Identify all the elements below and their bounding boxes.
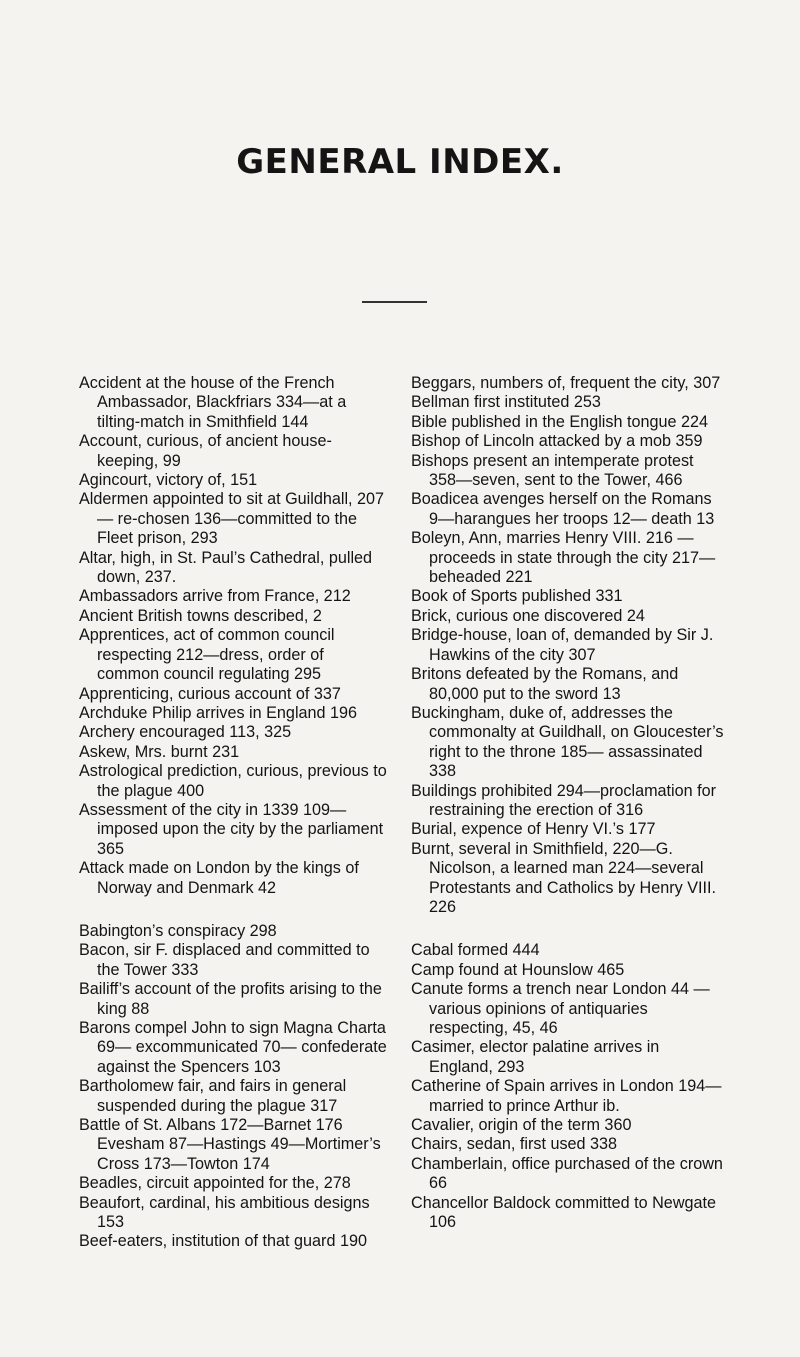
index-entry: Catherine of Spain arrives in London 194—married to prince Arthur ib.: [411, 1077, 722, 1115]
index-entry: Chairs, sedan, first used 338: [411, 1135, 618, 1154]
index-entry: Casimer, elector palatine arrives in England, 293: [411, 1038, 660, 1076]
index-entry: Burial, expence of Henry VI.’s 177: [411, 820, 656, 839]
index-entry: Chamberlain, office purchased of the crown 66: [411, 1154, 723, 1193]
index-entry: Beaufort, cardinal, his ambitious designs 153: [79, 1193, 370, 1232]
index-entry: Camp found at Hounslow 465: [411, 960, 625, 979]
index-entry: Boadicea avenges herself on the Romans 9—harangues her troops 12— death 13: [411, 490, 715, 528]
index-entry: Babington’s conspiracy 298: [79, 921, 277, 940]
index-entry: Boleyn, Ann, marries Henry VIII. 216 —proceeds in state through the city 217—beheaded 221: [411, 529, 716, 587]
index-entry: Accident at the house of the French Ambassador, Blackfriars 334—at a tilting-match in Smithfield 144: [79, 374, 347, 431]
title-divider: [362, 301, 427, 303]
index-entry: Buildings prohibited 294—proclamation for restraining the erection of 316: [411, 781, 717, 819]
page-title: GENERAL INDEX.: [236, 142, 564, 182]
index-entry: Cabal formed 444: [411, 941, 540, 960]
index-entry: Barons compel John to sign Magna Charta 69— excommunicated 70— confederate against the Spencers 103: [79, 1019, 387, 1076]
index-entry: Assessment of the city in 1339 109— imposed upon the city by the parliament 365: [79, 800, 384, 858]
index-entry: Bible published in the English tongue 224: [411, 412, 708, 431]
index-entry: Cavalier, origin of the term 360: [411, 1116, 632, 1135]
index-entry: Agincourt, victory of, 151: [79, 471, 258, 490]
index-entry: Attack made on London by the kings of Norway and Denmark 42: [79, 859, 359, 897]
index-entry: Bishops present an intemperate protest 358—seven, sent to the Tower, 466: [411, 451, 694, 490]
letter-section-gap: [411, 917, 725, 941]
index-entry: Archery encouraged 113, 325: [79, 723, 292, 742]
index-entry: Beadles, circuit appointed for the, 278: [79, 1174, 351, 1193]
index-column-left: [79, 374, 387, 1252]
index-entry: Altar, high, in St. Paul’s Cathedral, pulled down, 237.: [79, 548, 373, 587]
index-entry: Burnt, several in Smithfield, 220—G. Nicolson, a learned man 224—several Protestants and Catholics by Henry VIII. 226: [411, 839, 717, 916]
index-entry: Askew, Mrs. burnt 231: [79, 742, 240, 761]
index-entry: Ancient British towns described, 2: [79, 606, 322, 625]
index-entry: Book of Sports published 331: [411, 587, 623, 606]
index-entry: Apprenticing, curious account of 337: [79, 684, 341, 703]
index-entry: Brick, curious one discovered 24: [411, 606, 645, 625]
index-entry: Bishop of Lincoln attacked by a mob 359: [411, 432, 703, 451]
index-entry: Battle of St. Albans 172—Barnet 176 Evesham 87—Hastings 49—Mortimer’s Cross 173—Towton 174: [79, 1116, 381, 1173]
index-entry: Aldermen appointed to sit at Guildhall, 207— re-chosen 136—committed to the Fleet prison, 293: [79, 490, 385, 548]
letter-section-gap: [79, 898, 387, 922]
index-entry: Archduke Philip arrives in England 196: [79, 703, 358, 722]
index-entry: Canute forms a trench near London 44 —various opinions of antiquaries respecting, 45, 46: [411, 980, 710, 1037]
index-entry: Beef-eaters, institution of that guard 190: [79, 1232, 367, 1251]
index-column-right: [411, 374, 725, 1232]
index-entry: Apprentices, act of common council respecting 212—dress, order of common council regulating 295: [79, 626, 335, 684]
index-entry: Buckingham, duke of, addresses the commonalty at Guildhall, on Gloucester’s right to the throne 185— assassinated 338: [411, 703, 724, 781]
index-entry: Ambassadors arrive from France, 212: [79, 587, 351, 606]
index-entry: Britons defeated by the Romans, and 80,000 put to the sword 13: [411, 665, 679, 703]
index-entry: Bridge-house, loan of, demanded by Sir J. Hawkins of the city 307: [411, 626, 714, 664]
index-entry: Bartholomew fair, and fairs in general suspended during the plague 317: [79, 1077, 347, 1115]
index-entry: Bellman first instituted 253: [411, 393, 601, 412]
index-entry: Astrological prediction, curious, previous to the plague 400: [79, 762, 387, 800]
index-entry: Chancellor Baldock committed to Newgate 106: [411, 1193, 717, 1232]
index-entry: Bacon, sir F. displaced and committed to the Tower 333: [79, 941, 370, 979]
index-entry: Beggars, numbers of, frequent the city, 307: [411, 374, 721, 392]
index-entry: Account, curious, of ancient house-keeping, 99: [79, 432, 332, 470]
index-entry: Bailiff’s account of the profits arising to the king 88: [79, 980, 382, 1018]
